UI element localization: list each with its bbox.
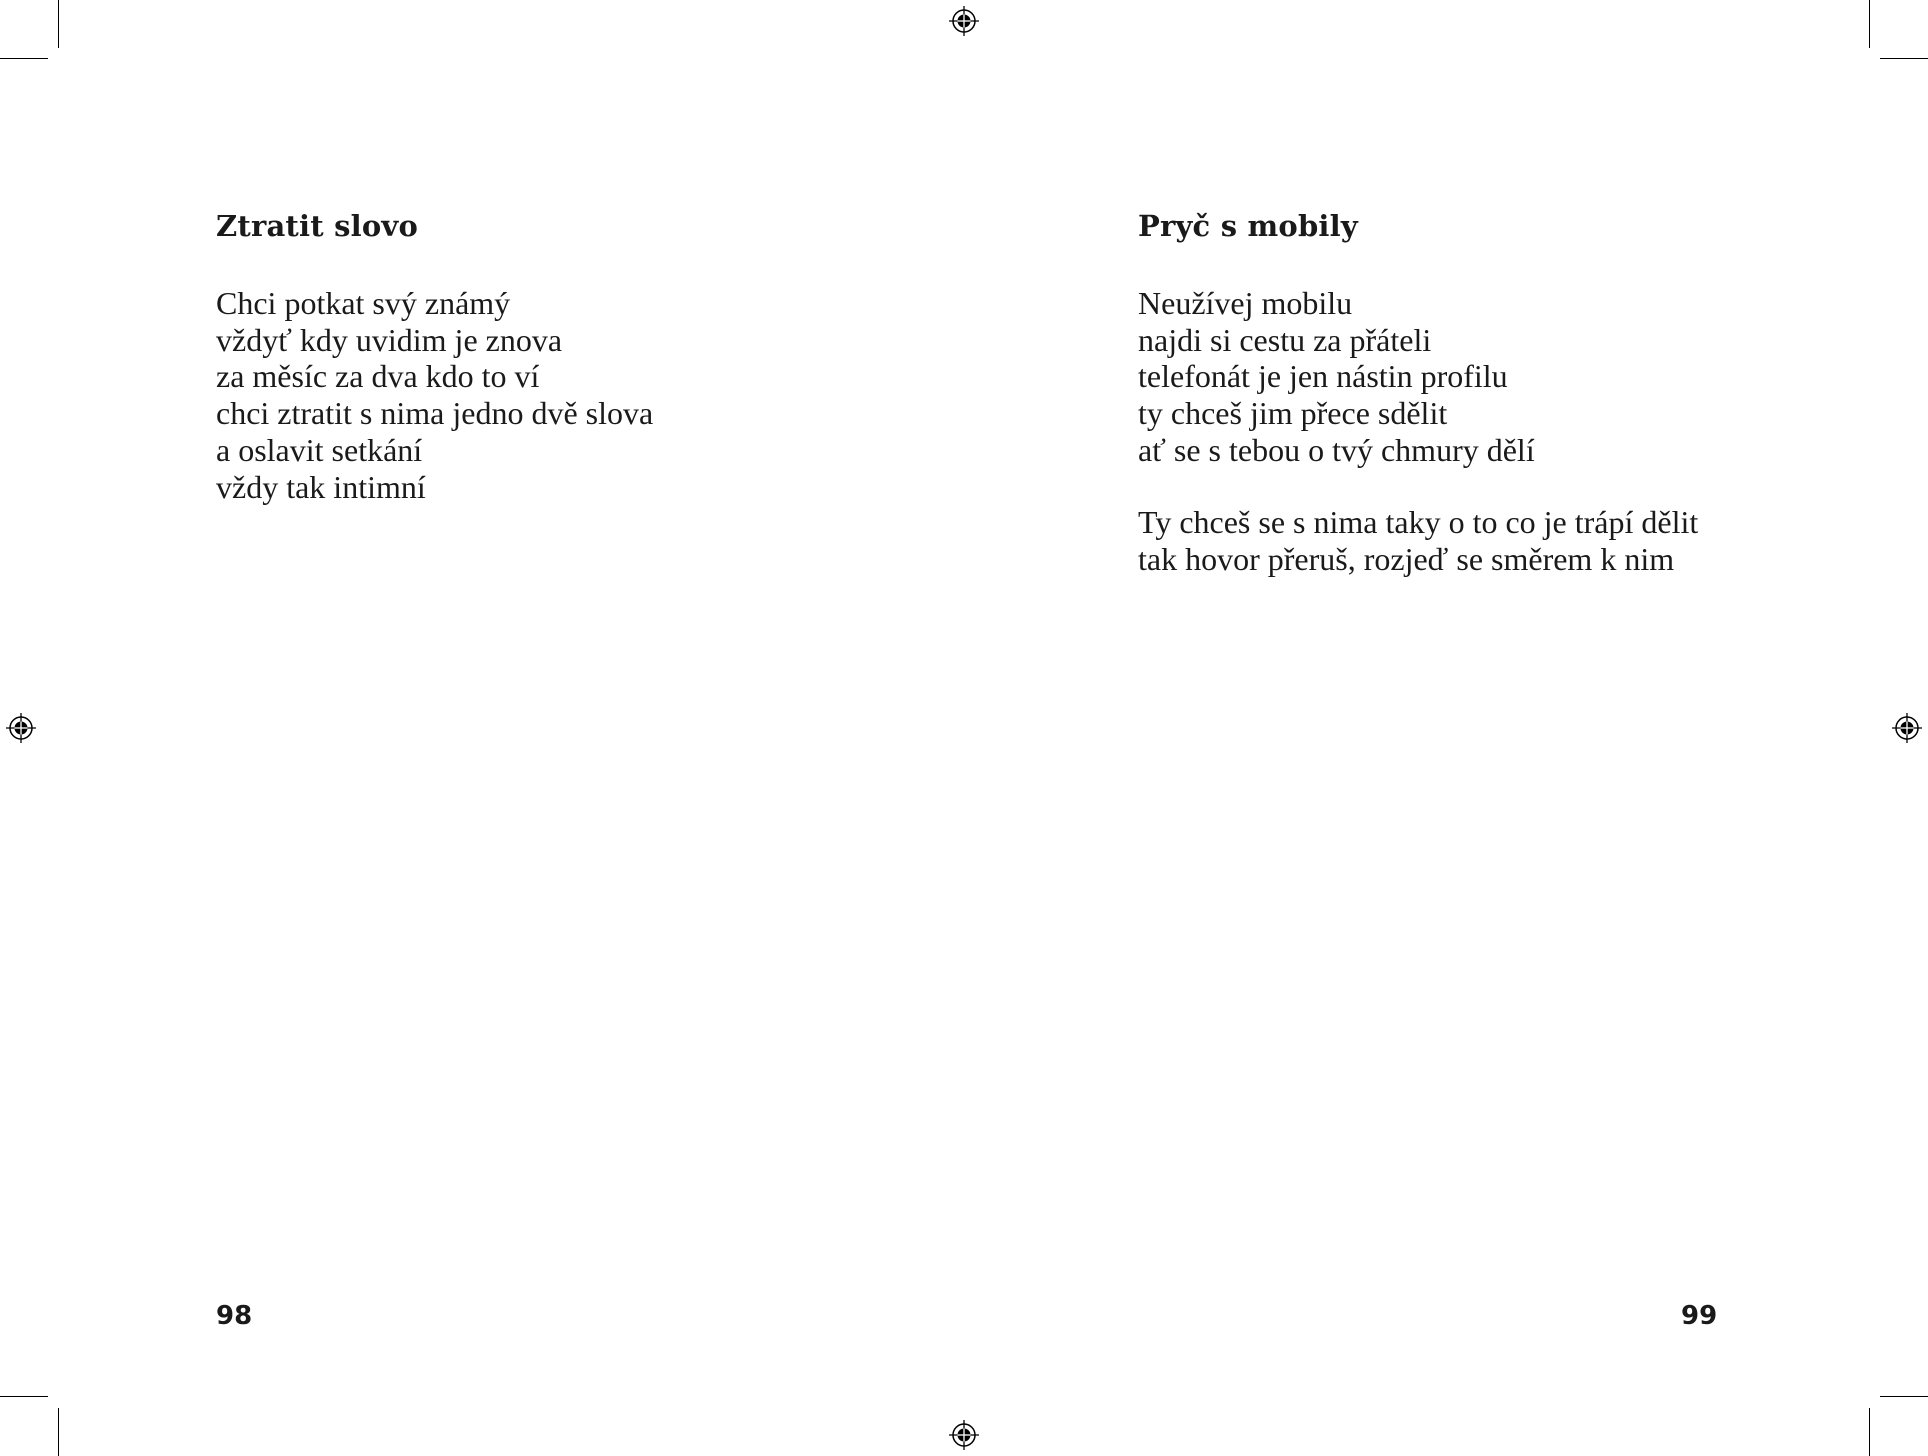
registration-mark-icon [6, 713, 36, 743]
crop-mark-icon [0, 1396, 48, 1397]
right-page [964, 0, 1928, 1456]
crop-mark-icon [1869, 0, 1870, 48]
registration-mark-icon [1892, 713, 1922, 743]
crop-mark-icon [58, 1408, 59, 1456]
poem-line: vždy tak intimní [216, 468, 426, 505]
stanza [1138, 504, 1698, 577]
page-number: 98 [216, 1301, 253, 1331]
poem-line: Neužívej mobilu [1138, 285, 1353, 321]
poem-line: a oslavit setkání [216, 431, 423, 468]
registration-mark-icon [949, 1420, 979, 1450]
poem-line: Chci potkat svý známý [216, 285, 511, 321]
stanza [1138, 285, 1535, 469]
registration-mark-icon [949, 6, 979, 36]
page-number: 99 [1681, 1301, 1718, 1331]
poem-title: Pryč s mobily [1138, 209, 1358, 243]
poem-line: ať se s tebou o tvý chmury dělí [1138, 431, 1535, 468]
poem-line: telefonát je jen nástin profilu [1138, 358, 1508, 395]
crop-mark-icon [0, 58, 48, 59]
poem-line: vždyť kdy uvidim je znova [216, 321, 563, 358]
poem-line: Ty chceš se s nima taky o to co je trápí dělit [1138, 504, 1699, 540]
poem-line: chci ztratit s nima jedno dvě slova [216, 395, 654, 432]
poem-line: ty chceš jim přece sdělit [1138, 395, 1448, 432]
crop-mark-icon [58, 0, 59, 48]
poem-line: za měsíc za dva kdo to ví [216, 358, 540, 395]
crop-mark-icon [1880, 1396, 1928, 1397]
crop-mark-icon [1880, 58, 1928, 59]
stanza [216, 285, 653, 505]
poem-line: najdi si cestu za přáteli [1138, 321, 1432, 358]
crop-mark-icon [1869, 1408, 1870, 1456]
poem-title: Ztratit slovo [216, 209, 419, 243]
poem-line: tak hovor přeruš, rozjeď se směrem k nim [1138, 540, 1675, 577]
